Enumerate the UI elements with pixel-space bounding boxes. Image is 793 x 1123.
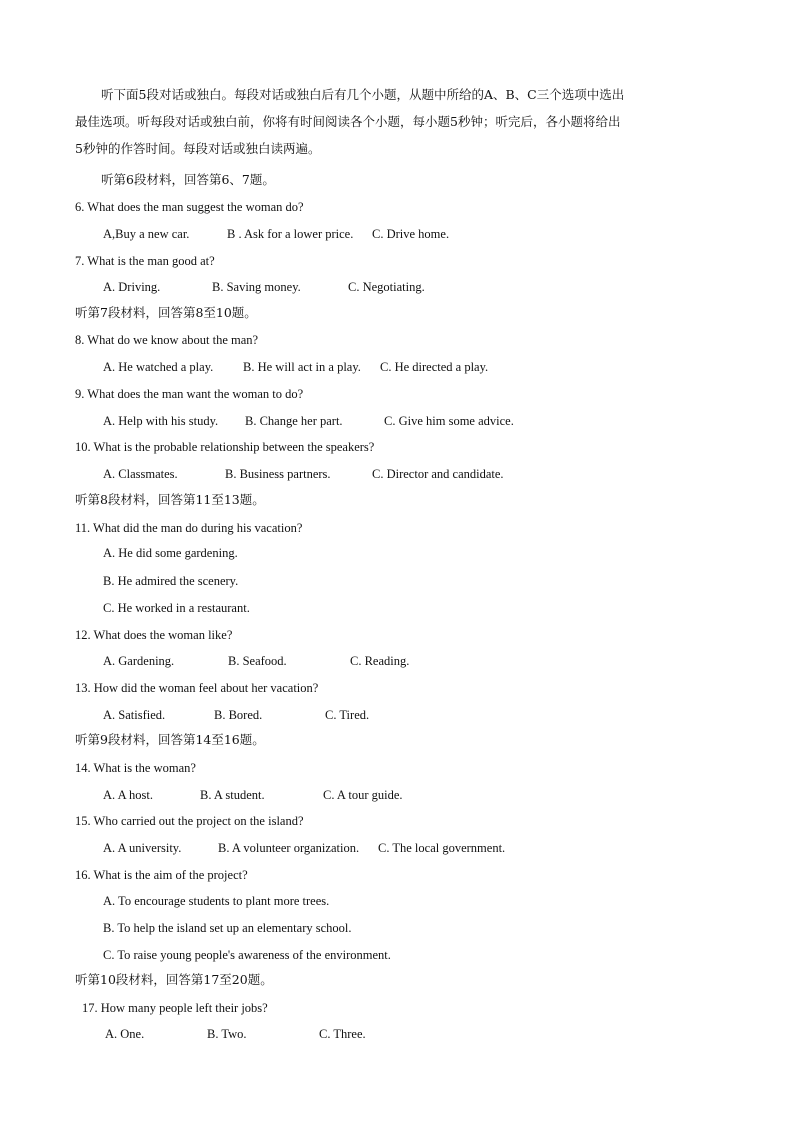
instructions-line-1: 听下面5段对话或独白。每段对话或独白后有几个小题，从题中所给的A、B、C三个选项中选出 <box>101 87 625 102</box>
option-a[interactable]: A. He watched a play. <box>103 360 214 374</box>
question-6-stem: 6. What does the man suggest the woman do? <box>75 200 304 214</box>
option-a[interactable]: A. Help with his study. <box>103 414 219 428</box>
option-c[interactable]: C. Reading. <box>350 654 410 668</box>
question-7-stem: 7. What is the man good at? <box>75 254 215 268</box>
option-b[interactable]: B. Bored. <box>214 708 263 722</box>
option-b[interactable]: B . Ask for a lower price. <box>227 227 354 241</box>
option-a[interactable]: A. To encourage students to plant more trees. <box>103 894 330 908</box>
section-heading-7: 听第7段材料，回答第8至10题。 <box>75 305 257 320</box>
option-b[interactable]: B. Seafood. <box>228 654 287 668</box>
option-b[interactable]: B. Change her part. <box>245 414 343 428</box>
option-b[interactable]: B. A volunteer organization. <box>218 841 360 855</box>
option-c[interactable]: C. Give him some advice. <box>384 414 514 428</box>
option-a[interactable]: A. Classmates. <box>103 467 178 481</box>
question-13-stem: 13. How did the woman feel about her vacation? <box>75 681 319 695</box>
question-12-stem: 12. What does the woman like? <box>75 628 233 642</box>
question-16-stem: 16. What is the aim of the project? <box>75 868 248 882</box>
question-9-stem: 9. What does the man want the woman to do? <box>75 387 304 401</box>
section-heading-9: 听第9段材料，回答第14至16题。 <box>75 732 265 747</box>
option-c[interactable]: C. Three. <box>319 1027 366 1041</box>
question-8-stem: 8. What do we know about the man? <box>75 333 259 347</box>
section-heading-6: 听第6段材料，回答第6、7题。 <box>101 172 275 187</box>
option-a[interactable]: A. A university. <box>103 841 182 855</box>
option-a[interactable]: A. One. <box>105 1027 145 1041</box>
option-b[interactable]: B. To help the island set up an elementary school. <box>103 921 352 935</box>
instructions-line-3: 5秒钟的作答时间。每段对话或独白读两遍。 <box>75 141 321 156</box>
option-c[interactable]: C. To raise young people's awareness of the environment. <box>103 948 391 962</box>
question-15-stem: 15. Who carried out the project on the island? <box>75 814 304 828</box>
option-b[interactable]: B. He will act in a play. <box>243 360 361 374</box>
option-a[interactable]: A. Driving. <box>103 280 161 294</box>
option-b[interactable]: B. Saving money. <box>212 280 301 294</box>
question-14-stem: 14. What is the woman? <box>75 761 196 775</box>
option-a[interactable]: A. He did some gardening. <box>103 546 238 560</box>
option-c[interactable]: C. He directed a play. <box>380 360 489 374</box>
option-a[interactable]: A. Satisfied. <box>103 708 166 722</box>
instructions-line-2: 最佳选项。听每段对话或独白前，你将有时间阅读各个小题，每小题5秒钟；听完后，各小题将给出 <box>75 114 621 129</box>
option-a[interactable]: A. Gardening. <box>103 654 175 668</box>
question-11-stem: 11. What did the man do during his vacation? <box>75 521 303 535</box>
question-17-stem: 17. How many people left their jobs? <box>82 1001 268 1015</box>
option-c[interactable]: C. A tour guide. <box>323 788 403 802</box>
option-c[interactable]: C. The local government. <box>378 841 506 855</box>
option-c[interactable]: C. Director and candidate. <box>372 467 504 481</box>
option-c[interactable]: C. Negotiating. <box>348 280 425 294</box>
option-c[interactable]: C. He worked in a restaurant. <box>103 601 250 615</box>
section-heading-10: 听第10段材料，回答第17至20题。 <box>75 972 273 987</box>
option-b[interactable]: B. Two. <box>207 1027 247 1041</box>
option-b[interactable]: B. He admired the scenery. <box>103 574 239 588</box>
option-b[interactable]: B. A student. <box>200 788 265 802</box>
section-heading-8: 听第8段材料，回答第11至13题。 <box>75 492 265 507</box>
option-b[interactable]: B. Business partners. <box>225 467 331 481</box>
option-a[interactable]: A,Buy a new car. <box>103 227 190 241</box>
option-c[interactable]: C. Drive home. <box>372 227 450 241</box>
question-10-stem: 10. What is the probable relationship between the speakers? <box>75 440 375 454</box>
option-a[interactable]: A. A host. <box>103 788 154 802</box>
option-c[interactable]: C. Tired. <box>325 708 370 722</box>
